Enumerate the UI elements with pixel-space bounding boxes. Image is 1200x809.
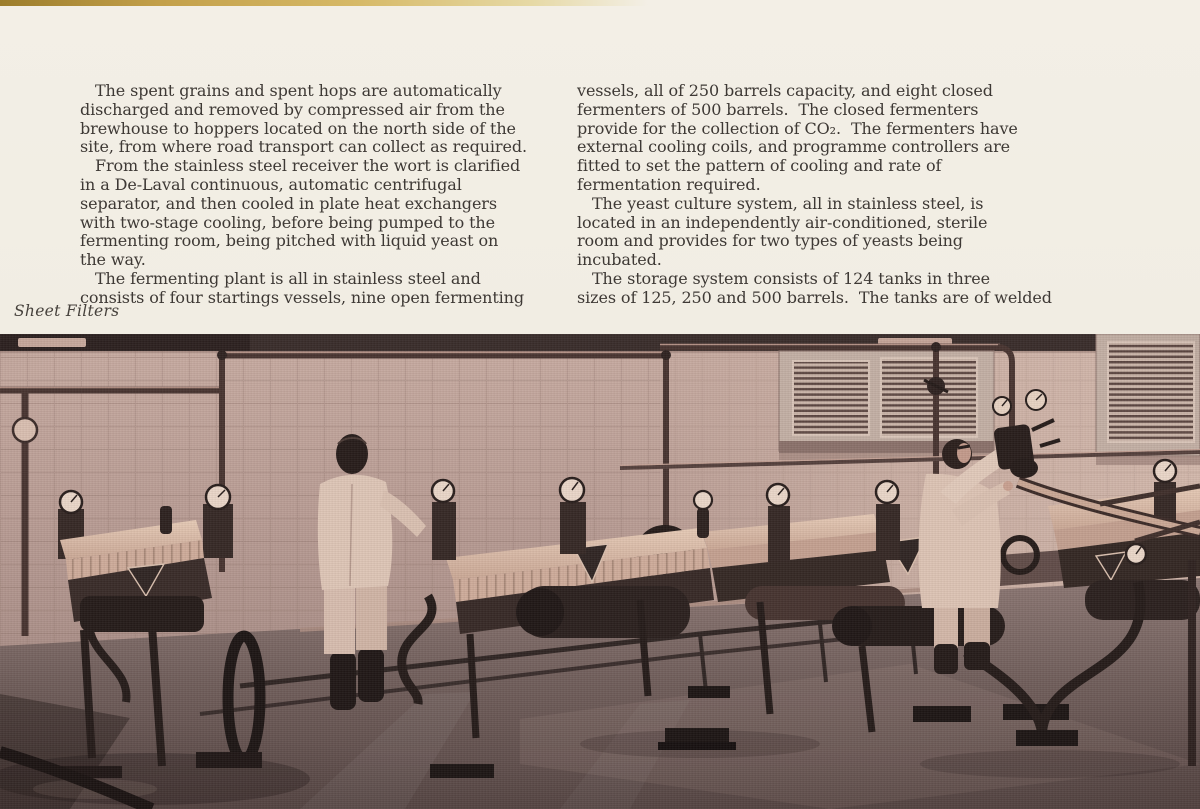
- body-text-right-column: [577, 82, 1052, 308]
- text-line: incubated.: [577, 250, 662, 270]
- text-line: fermentation required.: [577, 174, 761, 194]
- text-line: The storage system consists of 124 tanks in three: [577, 268, 990, 288]
- text-line: separator, and then cooled in plate heat exchangers: [80, 193, 497, 213]
- text-line: brewhouse to hoppers located on the north side of the: [80, 118, 516, 138]
- photo-caption: Sheet Filters: [14, 302, 120, 320]
- sheet-filters-photo: [0, 334, 1200, 809]
- body-text-left-column: [80, 82, 527, 308]
- text-line: provide for the collection of CO₂. The fermenters have: [577, 118, 1018, 138]
- text-line: external cooling coils, and programme controllers are: [577, 137, 1011, 157]
- text-line: with two-stage cooling, before being pumped to the: [80, 212, 495, 232]
- text-line: fermenting room, being pitched with liquid yeast on: [80, 231, 499, 251]
- text-line: The spent grains and spent hops are automatically: [80, 81, 502, 100]
- text-line: fermenters of 500 barrels. The closed fermenters: [577, 99, 979, 119]
- sight-glass: [13, 418, 37, 442]
- text-line: fitted to set the pattern of cooling and rate of: [577, 156, 942, 176]
- ceiling-band: [0, 334, 1200, 352]
- text-line: The fermenting plant is all in stainless steel and: [80, 268, 481, 288]
- text-line: consists of four startings vessels, nine open fermenting: [80, 287, 525, 307]
- text-line: vessels, all of 250 barrels capacity, and eight closed: [577, 81, 993, 100]
- text-line: room and provides for two types of yeasts being: [577, 231, 963, 251]
- text-line: discharged and removed by compressed air from the: [80, 99, 505, 119]
- ceiling-light: [18, 338, 86, 347]
- text-line: the way.: [80, 250, 146, 270]
- louvred-vent-panels: [779, 334, 1200, 465]
- gilt-page-edge: [0, 0, 648, 6]
- text-line: The yeast culture system, all in stainless steel, is: [577, 193, 984, 213]
- text-line: in a De-Laval continuous, automatic centrifugal: [80, 174, 462, 194]
- text-line: From the stainless steel receiver the wort is clarified: [80, 156, 521, 176]
- text-line: sizes of 125, 250 and 500 barrels. The tanks are of welded: [577, 287, 1052, 307]
- text-line: site, from where road transport can collect as required.: [80, 137, 527, 157]
- pressure-gauge: [694, 491, 712, 509]
- text-line: located in an independently air-conditioned, sterile: [577, 212, 988, 232]
- sheet-filters-photo-art: [0, 334, 1200, 809]
